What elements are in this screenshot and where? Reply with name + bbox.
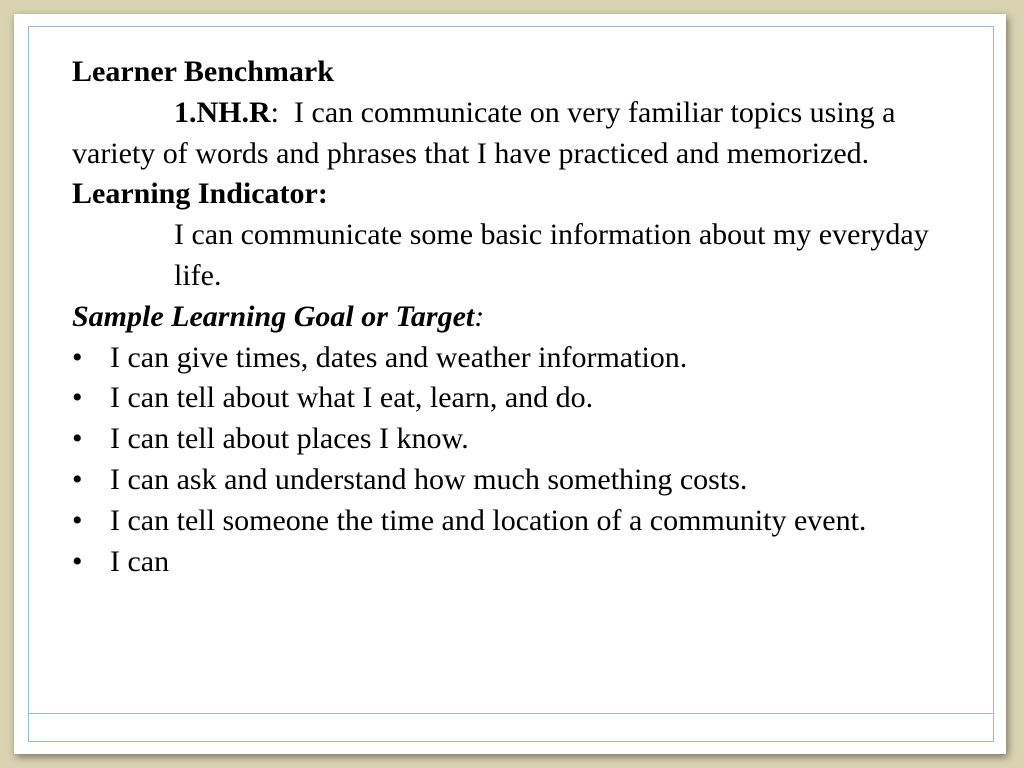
bullet-icon: •: [72, 422, 83, 456]
benchmark-statement: [72, 93, 972, 175]
goal-heading-text: Sample Learning Goal or Target: [72, 299, 475, 333]
list-item-text: I can tell about places I know.: [110, 422, 469, 456]
list-item: [72, 501, 972, 542]
slide-content: [72, 52, 972, 582]
goal-heading-colon: :: [474, 299, 485, 333]
bullet-icon: •: [72, 340, 83, 374]
list-item: [72, 338, 972, 379]
list-item-text: I can tell about what I eat, learn, and do.: [110, 381, 594, 415]
indicator-heading: Learning Indicator:: [72, 177, 328, 211]
benchmark-colon: :: [270, 95, 280, 129]
list-item: [72, 460, 972, 501]
list-item-text: I can: [110, 544, 170, 578]
footer-divider: [28, 713, 994, 714]
list-item-text: I can tell someone the time and location of a community event.: [110, 503, 867, 537]
bullet-icon: •: [72, 462, 83, 496]
list-item-text: I can give times, dates and weather information.: [110, 340, 688, 374]
list-item: [72, 378, 972, 419]
bullet-icon: •: [72, 503, 83, 537]
indicator-text: I can communicate some basic information about my everyday life.: [174, 218, 929, 292]
list-item: [72, 542, 972, 583]
slide: [14, 14, 1006, 754]
benchmark-heading: Learner Benchmark: [72, 55, 334, 88]
list-item-text: I can ask and understand how much something costs.: [110, 462, 748, 496]
list-item: [72, 419, 972, 460]
goal-list: [72, 338, 972, 583]
bullet-icon: •: [72, 544, 83, 578]
benchmark-text: I can communicate on very familiar topics using a variety of words and phrases that I have practiced and memorized.: [72, 95, 903, 170]
goal-heading: [72, 297, 972, 338]
bullet-icon: •: [72, 381, 83, 415]
benchmark-code: 1.NH.R: [174, 95, 271, 129]
